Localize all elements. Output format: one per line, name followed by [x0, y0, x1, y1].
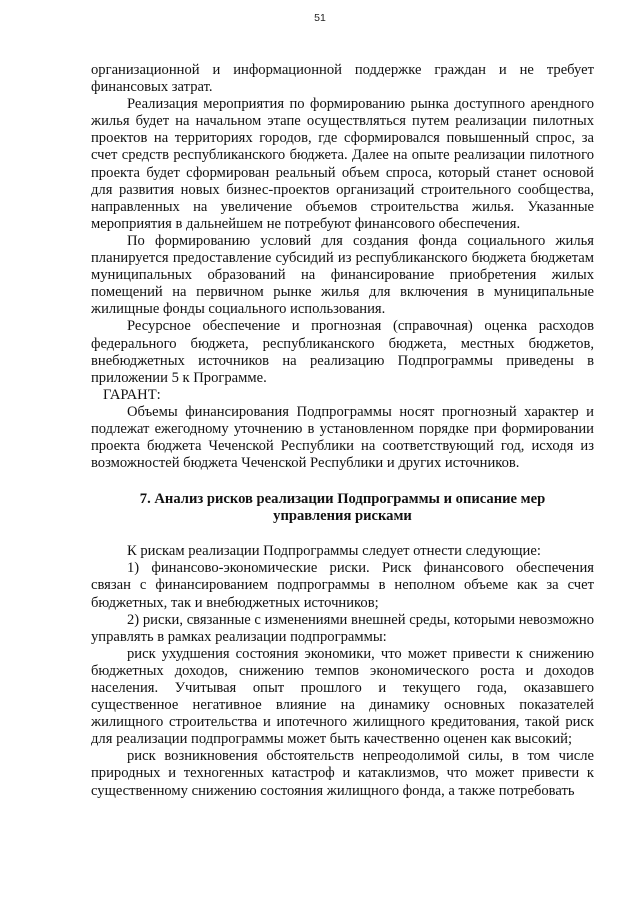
paragraph: 2) риски, связанные с изменениями внешней среды, которыми невозможно управлять в рамках реализации подпрограммы: — [91, 611, 594, 645]
paragraph: К рискам реализации Подпрограммы следует отнести следующие: — [127, 543, 541, 560]
garant-label: ГАРАНТ: — [103, 386, 161, 403]
paragraph: Реализация мероприятия по формированию рынка доступного арендного жилья будет на начальном этапе осуществляться путем реализации пилотных проектов на территориях городов, где сформировался повышенный спрос, за счет средств республиканского бюджета. Далее на опыте реализации пилотного проекта будет сформирован реальный объем спроса, который станет основой для развития новых бизнес-проектов организаций строительного сообщества, направленных на увеличение объемов строительства жилья. Указанные мероприятия в дальнейшем не потребуют финансового обеспечения. — [91, 96, 594, 232]
paragraph: Ресурсное обеспечение и прогнозная (справочная) оценка расходов федерального бюджета, республиканского бюджета, местных бюджетов, внебюджетных источников на реализацию Подпрограммы приведены в приложении 5 к Программе. — [91, 318, 594, 386]
section-heading — [91, 491, 594, 524]
paragraph: 1) финансово-экономические риски. Риск финансового обеспечения связан с финансированием подпрограммы в неполном объеме как за счет бюджетных, так и внебюджетных источников; — [91, 560, 594, 611]
section-heading-line: 7. Анализ рисков реализации Подпрограммы и описание мер — [139, 491, 546, 508]
page-number: 51 — [314, 12, 326, 24]
document-body — [91, 62, 594, 800]
paragraph: организационной и информационной поддержке граждан и не требует финансовых затрат. — [91, 62, 594, 96]
paragraph: По формированию условий для создания фонда социального жилья планируется предоставление субсидий из республиканского бюджета бюджетам муниципальных образований на финансирование приобретения жилых помещений на первичном рынке жилья для включения в муниципальные жилищные фонды социального использования. — [91, 232, 594, 318]
section-heading-line: управления рисками — [273, 507, 412, 524]
paragraph: риск возникновения обстоятельств непреодолимой силы, в том числе природных и техногенных катастроф и катаклизмов, что может привести к существенному снижению состояния жилищного фонда, а также потребовать — [91, 748, 594, 799]
garant-paragraph: Объемы финансирования Подпрограммы носят прогнозный характер и подлежат ежегодному уточнению в установленном порядке при формировании проекта бюджета Чеченской Республики на соответствующий год, исходя из возможностей бюджета Чеченской Республики и других источников. — [91, 403, 594, 472]
paragraph: риск ухудшения состояния экономики, что может привести к снижению бюджетных доходов, снижению темпов экономического роста и доходов населения. Учитывая опыт прошлого и текущего года, оказавшего существенное негативное влияние на динамику основных показателей жилищного строительства и ипотечного жилищного кредитования, такой риск для реализации подпрограммы может быть качественно оценен как высокий; — [91, 645, 594, 748]
